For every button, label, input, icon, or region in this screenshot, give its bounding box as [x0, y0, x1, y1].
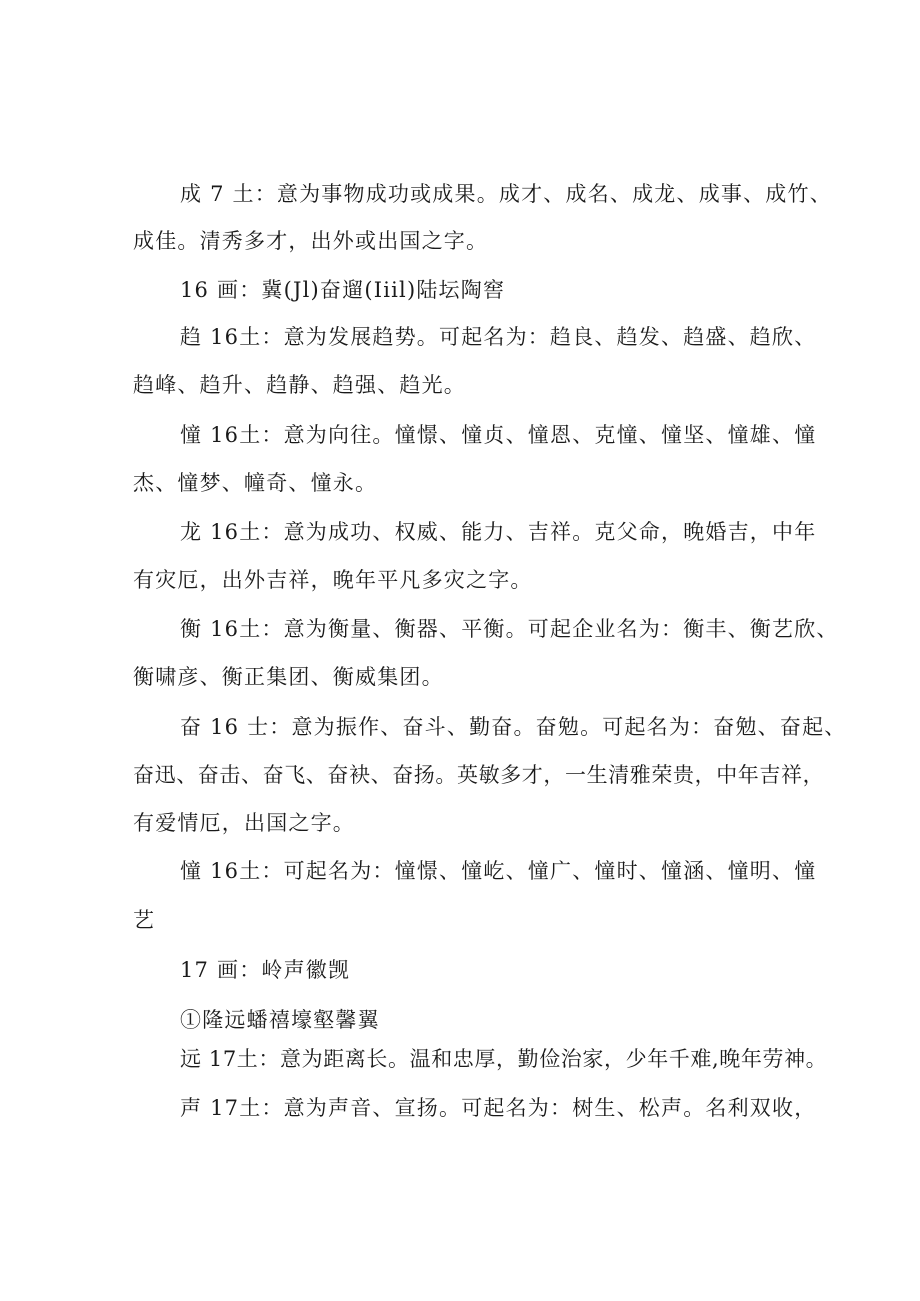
- paragraph-line: 衡啸彦、衡正集团、衡威集团。: [133, 665, 444, 689]
- paragraph-line: 杰、憧梦、幢奇、憧永。: [133, 471, 378, 495]
- paragraph-line: 奋迅、奋击、奋飞、奋袂、奋扬。英敏多才，一生清雅荣贵，中年吉祥，: [133, 763, 825, 787]
- paragraph-line: 有灾厄，出外吉祥，晚年平凡多灾之字。: [133, 568, 533, 592]
- paragraph-line: 趋峰、趋升、趋静、趋强、趋光。: [133, 373, 466, 397]
- paragraph-line: 趋 16土：意为发展趋势。可起名为：趋良、趋发、趋盛、趋欣、: [180, 325, 817, 349]
- paragraph-line: 有爱情厄，出国之字。: [133, 811, 355, 835]
- paragraph-line: 远 17土：意为距离长。温和忠厚，勤俭治家，少年千难,晚年劳神。: [180, 1047, 828, 1071]
- section-heading: 17 画：岭声徽觊: [180, 958, 351, 982]
- section-heading: 16 画：冀(Jl)奋遛(Iiil)陆坛陶窖: [180, 278, 506, 302]
- paragraph-line: ①隆远蟠禧壕壑馨翼: [180, 1008, 380, 1032]
- paragraph-line: 憧 16土：意为向往。憧憬、憧贞、憧恩、克憧、憧坚、憧雄、憧: [180, 423, 817, 447]
- paragraph-line: 艺: [133, 908, 156, 932]
- paragraph-line: 成佳。清秀多才，出外或出国之字。: [133, 229, 489, 253]
- paragraph-line: 奋 16 士：意为振作、奋斗、勤奋。奋勉。可起名为：奋勉、奋起、: [180, 715, 847, 739]
- paragraph-line: 衡 16土：意为衡量、衡器、平衡。可起企业名为：衡丰、衡艺欣、: [180, 617, 839, 641]
- paragraph-line: 声 17土：意为声音、宣扬。可起名为：树生、松声。名利双收，: [180, 1096, 817, 1120]
- paragraph-line: 成 7 土：意为事物成功或成果。成才、成名、成龙、成事、成竹、: [180, 182, 832, 206]
- paragraph-line: 龙 16土：意为成功、权威、能力、吉祥。克父命，晚婚吉，中年: [180, 520, 817, 544]
- paragraph-line: 憧 16土：可起名为：憧憬、憧屹、憧广、憧时、憧涵、憧明、憧: [180, 859, 817, 883]
